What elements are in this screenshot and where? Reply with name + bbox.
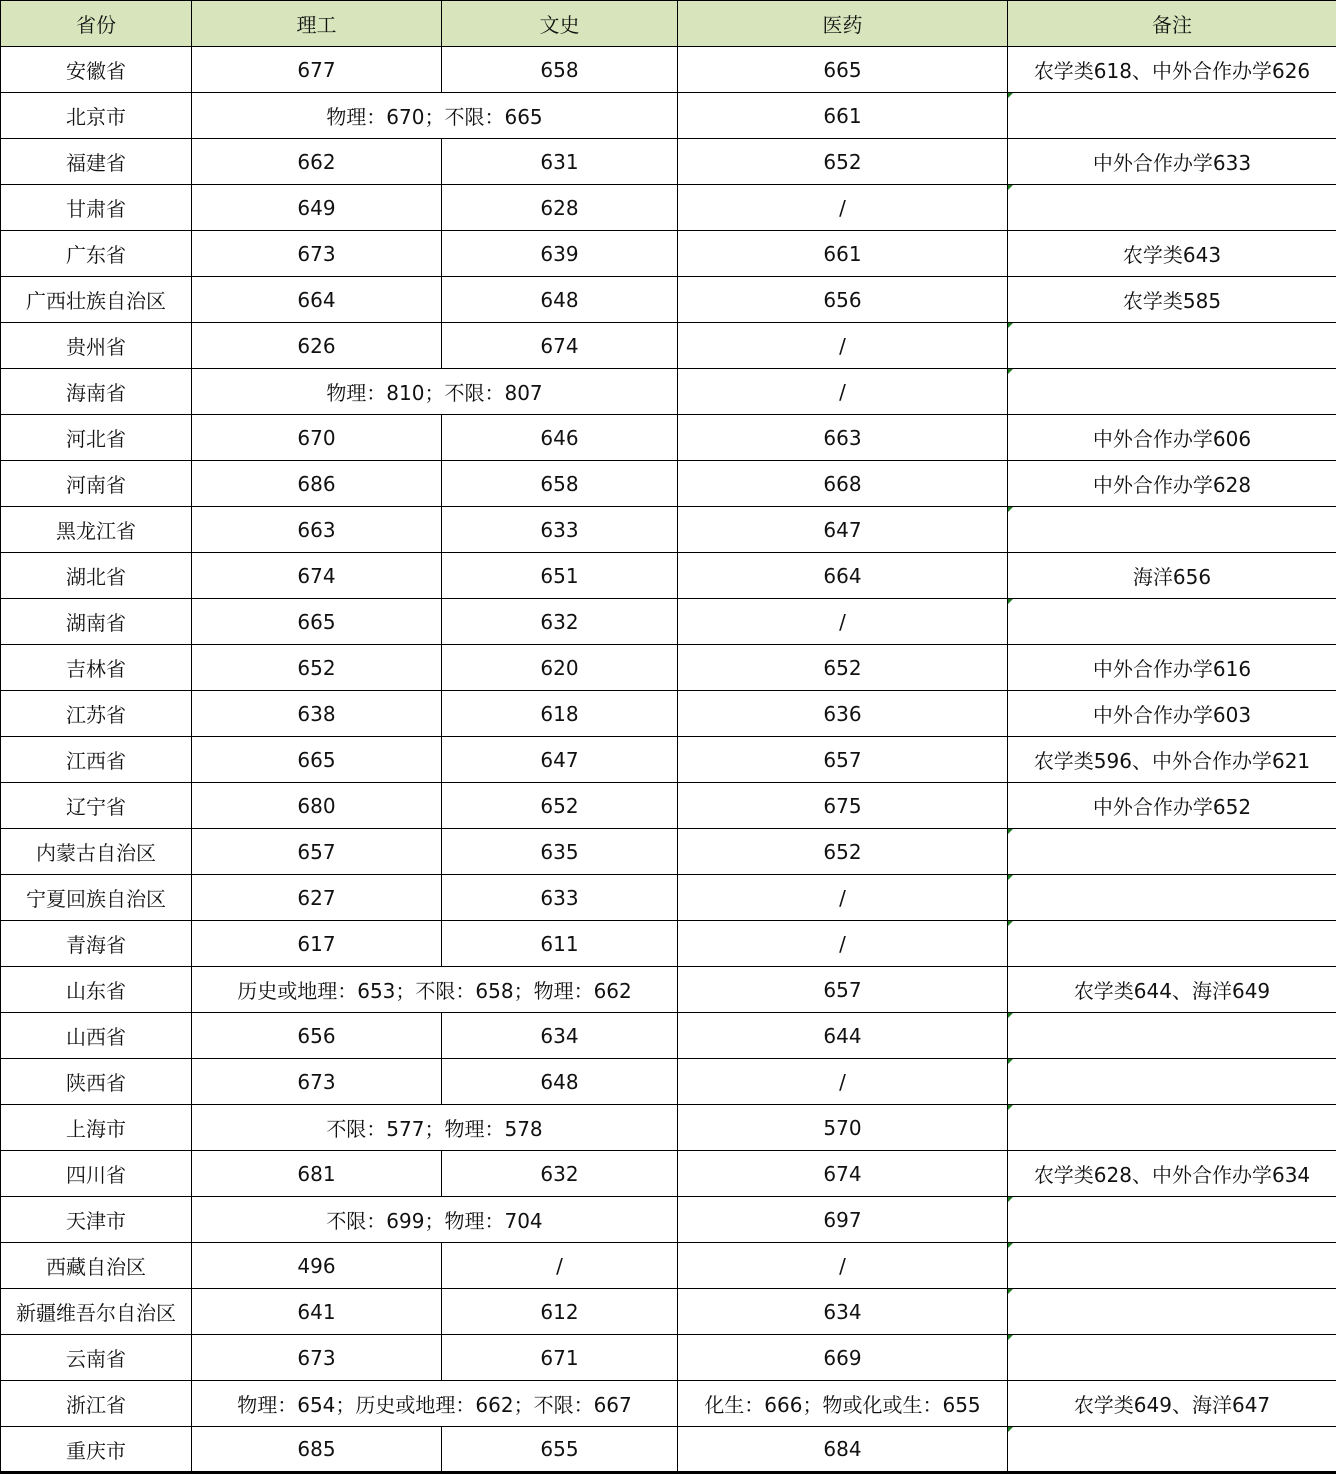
cell-note: 中外合作办学628: [1008, 461, 1336, 507]
cell-wenshi: 612: [442, 1289, 678, 1335]
table-row: [1, 231, 1336, 277]
cell-province: 广东省: [1, 231, 192, 277]
cell-note: [1008, 921, 1336, 967]
header-province: 省份: [1, 1, 192, 47]
cell-wenshi: 646: [442, 415, 678, 461]
cell-province: 宁夏回族自治区: [1, 875, 192, 921]
cell-wenshi: /: [442, 1243, 678, 1289]
table-row: [1, 599, 1336, 645]
cell-note: [1008, 829, 1336, 875]
table-row: [1, 553, 1336, 599]
header-wenshi: 文史: [442, 1, 678, 47]
table-row: [1, 277, 1336, 323]
cell-wenshi: 658: [442, 47, 678, 93]
cell-province: 甘肃省: [1, 185, 192, 231]
table-row: [1, 185, 1336, 231]
cell-province: 北京市: [1, 93, 192, 139]
cell-ligong: 641: [192, 1289, 442, 1335]
table-row: [1, 875, 1336, 921]
table-row: [1, 1243, 1336, 1289]
cell-province: 四川省: [1, 1151, 192, 1197]
header-row: [1, 1, 1336, 47]
cell-ligong: 627: [192, 875, 442, 921]
cell-ligong-wenshi-merged: 物理：810；不限：807: [192, 369, 678, 415]
cell-wenshi: 648: [442, 277, 678, 323]
cell-ligong-wenshi-merged: 物理：654；历史或地理：662；不限：667: [192, 1381, 678, 1427]
cell-yiyao: 674: [678, 1151, 1008, 1197]
cell-ligong: 663: [192, 507, 442, 553]
cell-ligong-wenshi-merged: 物理：670；不限：665: [192, 93, 678, 139]
cell-note: [1008, 185, 1336, 231]
table-row: [1, 829, 1336, 875]
cell-yiyao: 668: [678, 461, 1008, 507]
cell-ligong: 665: [192, 599, 442, 645]
cell-province: 新疆维吾尔自治区: [1, 1289, 192, 1335]
cell-ligong: 496: [192, 1243, 442, 1289]
cell-ligong: 680: [192, 783, 442, 829]
cell-note: [1008, 369, 1336, 415]
cell-yiyao: 636: [678, 691, 1008, 737]
table-row: [1, 1381, 1336, 1427]
table-row: [1, 645, 1336, 691]
cell-yiyao: 647: [678, 507, 1008, 553]
cell-yiyao: 644: [678, 1013, 1008, 1059]
cell-note: [1008, 875, 1336, 921]
cell-wenshi: 631: [442, 139, 678, 185]
cell-province: 湖南省: [1, 599, 192, 645]
table-row: [1, 369, 1336, 415]
cell-yiyao: 652: [678, 645, 1008, 691]
table-row: [1, 415, 1336, 461]
cell-wenshi: 634: [442, 1013, 678, 1059]
cell-province: 上海市: [1, 1105, 192, 1151]
cell-yiyao: /: [678, 1243, 1008, 1289]
cell-note: [1008, 1289, 1336, 1335]
cell-ligong: 649: [192, 185, 442, 231]
cell-ligong: 670: [192, 415, 442, 461]
cell-note: 海洋656: [1008, 553, 1336, 599]
cell-wenshi: 639: [442, 231, 678, 277]
table-row: [1, 323, 1336, 369]
cell-note: 农学类596、中外合作办学621: [1008, 737, 1336, 783]
cell-ligong: 673: [192, 1335, 442, 1381]
cell-wenshi: 635: [442, 829, 678, 875]
cell-province: 青海省: [1, 921, 192, 967]
cell-note: 农学类643: [1008, 231, 1336, 277]
table-row: [1, 47, 1336, 93]
cell-ligong: 617: [192, 921, 442, 967]
cell-yiyao: 697: [678, 1197, 1008, 1243]
table-row: [1, 691, 1336, 737]
table-row: [1, 737, 1336, 783]
cell-yiyao: /: [678, 875, 1008, 921]
cell-province: 西藏自治区: [1, 1243, 192, 1289]
cell-note: 中外合作办学616: [1008, 645, 1336, 691]
cell-wenshi: 632: [442, 599, 678, 645]
cell-wenshi: 648: [442, 1059, 678, 1105]
cell-yiyao: 669: [678, 1335, 1008, 1381]
cell-yiyao: 656: [678, 277, 1008, 323]
cell-yiyao: 663: [678, 415, 1008, 461]
table-row: [1, 1335, 1336, 1381]
cell-yiyao: /: [678, 185, 1008, 231]
cell-ligong: 681: [192, 1151, 442, 1197]
cell-province: 湖北省: [1, 553, 192, 599]
cell-yiyao: 657: [678, 737, 1008, 783]
table-row: [1, 1151, 1336, 1197]
cell-province: 贵州省: [1, 323, 192, 369]
cell-province: 河北省: [1, 415, 192, 461]
table-header: [1, 1, 1336, 47]
table-row: [1, 921, 1336, 967]
cell-yiyao: 675: [678, 783, 1008, 829]
cell-province: 安徽省: [1, 47, 192, 93]
cell-yiyao: 化生：666；物或化或生：655: [678, 1381, 1008, 1427]
cell-note: [1008, 1013, 1336, 1059]
cell-note: 农学类644、海洋649: [1008, 967, 1336, 1013]
cell-wenshi: 620: [442, 645, 678, 691]
cell-province: 天津市: [1, 1197, 192, 1243]
header-ligong: 理工: [192, 1, 442, 47]
cell-ligong: 664: [192, 277, 442, 323]
cell-note: 农学类585: [1008, 277, 1336, 323]
cell-note: 中外合作办学633: [1008, 139, 1336, 185]
cell-ligong: 656: [192, 1013, 442, 1059]
cell-ligong-wenshi-merged: 不限：577；物理：578: [192, 1105, 678, 1151]
cell-note: [1008, 507, 1336, 553]
cell-ligong: 685: [192, 1427, 442, 1473]
cell-province: 陕西省: [1, 1059, 192, 1105]
table-row: [1, 507, 1336, 553]
cell-note: [1008, 1243, 1336, 1289]
cell-wenshi: 652: [442, 783, 678, 829]
cell-yiyao: /: [678, 1059, 1008, 1105]
table-row: [1, 1059, 1336, 1105]
cell-province: 重庆市: [1, 1427, 192, 1473]
cell-note: [1008, 1427, 1336, 1473]
cell-yiyao: /: [678, 323, 1008, 369]
cell-note: [1008, 599, 1336, 645]
table-row: [1, 1013, 1336, 1059]
cell-yiyao: 570: [678, 1105, 1008, 1151]
cell-province: 黑龙江省: [1, 507, 192, 553]
table-row: [1, 1427, 1336, 1473]
cell-ligong: 652: [192, 645, 442, 691]
cell-ligong: 677: [192, 47, 442, 93]
cell-wenshi: 647: [442, 737, 678, 783]
table-row: [1, 1289, 1336, 1335]
cell-province: 江苏省: [1, 691, 192, 737]
cell-wenshi: 655: [442, 1427, 678, 1473]
header-note: 备注: [1008, 1, 1336, 47]
header-yiyao: 医药: [678, 1, 1008, 47]
table-body: [1, 47, 1336, 1473]
cell-province: 海南省: [1, 369, 192, 415]
cell-note: 中外合作办学606: [1008, 415, 1336, 461]
cell-note: [1008, 1335, 1336, 1381]
cell-province: 辽宁省: [1, 783, 192, 829]
cell-note: 中外合作办学652: [1008, 783, 1336, 829]
table-row: [1, 93, 1336, 139]
table-row: [1, 139, 1336, 185]
table-row: [1, 1105, 1336, 1151]
cell-wenshi: 658: [442, 461, 678, 507]
cell-province: 河南省: [1, 461, 192, 507]
cell-wenshi: 628: [442, 185, 678, 231]
cell-province: 浙江省: [1, 1381, 192, 1427]
cell-province: 云南省: [1, 1335, 192, 1381]
cell-note: 农学类628、中外合作办学634: [1008, 1151, 1336, 1197]
cell-province: 江西省: [1, 737, 192, 783]
cell-yiyao: /: [678, 921, 1008, 967]
cell-yiyao: 661: [678, 231, 1008, 277]
cell-yiyao: 661: [678, 93, 1008, 139]
cell-province: 福建省: [1, 139, 192, 185]
cell-yiyao: 664: [678, 553, 1008, 599]
cell-ligong: 657: [192, 829, 442, 875]
cell-yiyao: 665: [678, 47, 1008, 93]
cell-ligong: 626: [192, 323, 442, 369]
cell-note: [1008, 323, 1336, 369]
cell-ligong: 665: [192, 737, 442, 783]
cell-ligong-wenshi-merged: 历史或地理：653；不限：658；物理：662: [192, 967, 678, 1013]
cell-note: [1008, 1059, 1336, 1105]
cell-ligong: 673: [192, 231, 442, 277]
cell-wenshi: 611: [442, 921, 678, 967]
cell-note: 农学类618、中外合作办学626: [1008, 47, 1336, 93]
cell-wenshi: 671: [442, 1335, 678, 1381]
cell-wenshi: 674: [442, 323, 678, 369]
cell-yiyao: 684: [678, 1427, 1008, 1473]
cell-yiyao: 657: [678, 967, 1008, 1013]
cell-wenshi: 651: [442, 553, 678, 599]
cell-note: [1008, 1197, 1336, 1243]
cell-ligong: 662: [192, 139, 442, 185]
cell-yiyao: /: [678, 599, 1008, 645]
cell-ligong: 638: [192, 691, 442, 737]
cell-ligong-wenshi-merged: 不限：699；物理：704: [192, 1197, 678, 1243]
cell-note: [1008, 93, 1336, 139]
cell-yiyao: 652: [678, 829, 1008, 875]
table-row: [1, 461, 1336, 507]
cell-ligong: 673: [192, 1059, 442, 1105]
cell-wenshi: 632: [442, 1151, 678, 1197]
cell-wenshi: 633: [442, 507, 678, 553]
table-row: [1, 967, 1336, 1013]
cell-province: 山东省: [1, 967, 192, 1013]
cell-ligong: 686: [192, 461, 442, 507]
cell-yiyao: /: [678, 369, 1008, 415]
cell-yiyao: 652: [678, 139, 1008, 185]
cell-province: 广西壮族自治区: [1, 277, 192, 323]
table-row: [1, 783, 1336, 829]
cell-yiyao: 634: [678, 1289, 1008, 1335]
cell-province: 山西省: [1, 1013, 192, 1059]
cell-note: [1008, 1105, 1336, 1151]
cell-note: 中外合作办学603: [1008, 691, 1336, 737]
cell-wenshi: 618: [442, 691, 678, 737]
cell-note: 农学类649、海洋647: [1008, 1381, 1336, 1427]
cell-wenshi: 633: [442, 875, 678, 921]
cell-province: 吉林省: [1, 645, 192, 691]
cell-ligong: 674: [192, 553, 442, 599]
table-row: [1, 1197, 1336, 1243]
cell-province: 内蒙古自治区: [1, 829, 192, 875]
